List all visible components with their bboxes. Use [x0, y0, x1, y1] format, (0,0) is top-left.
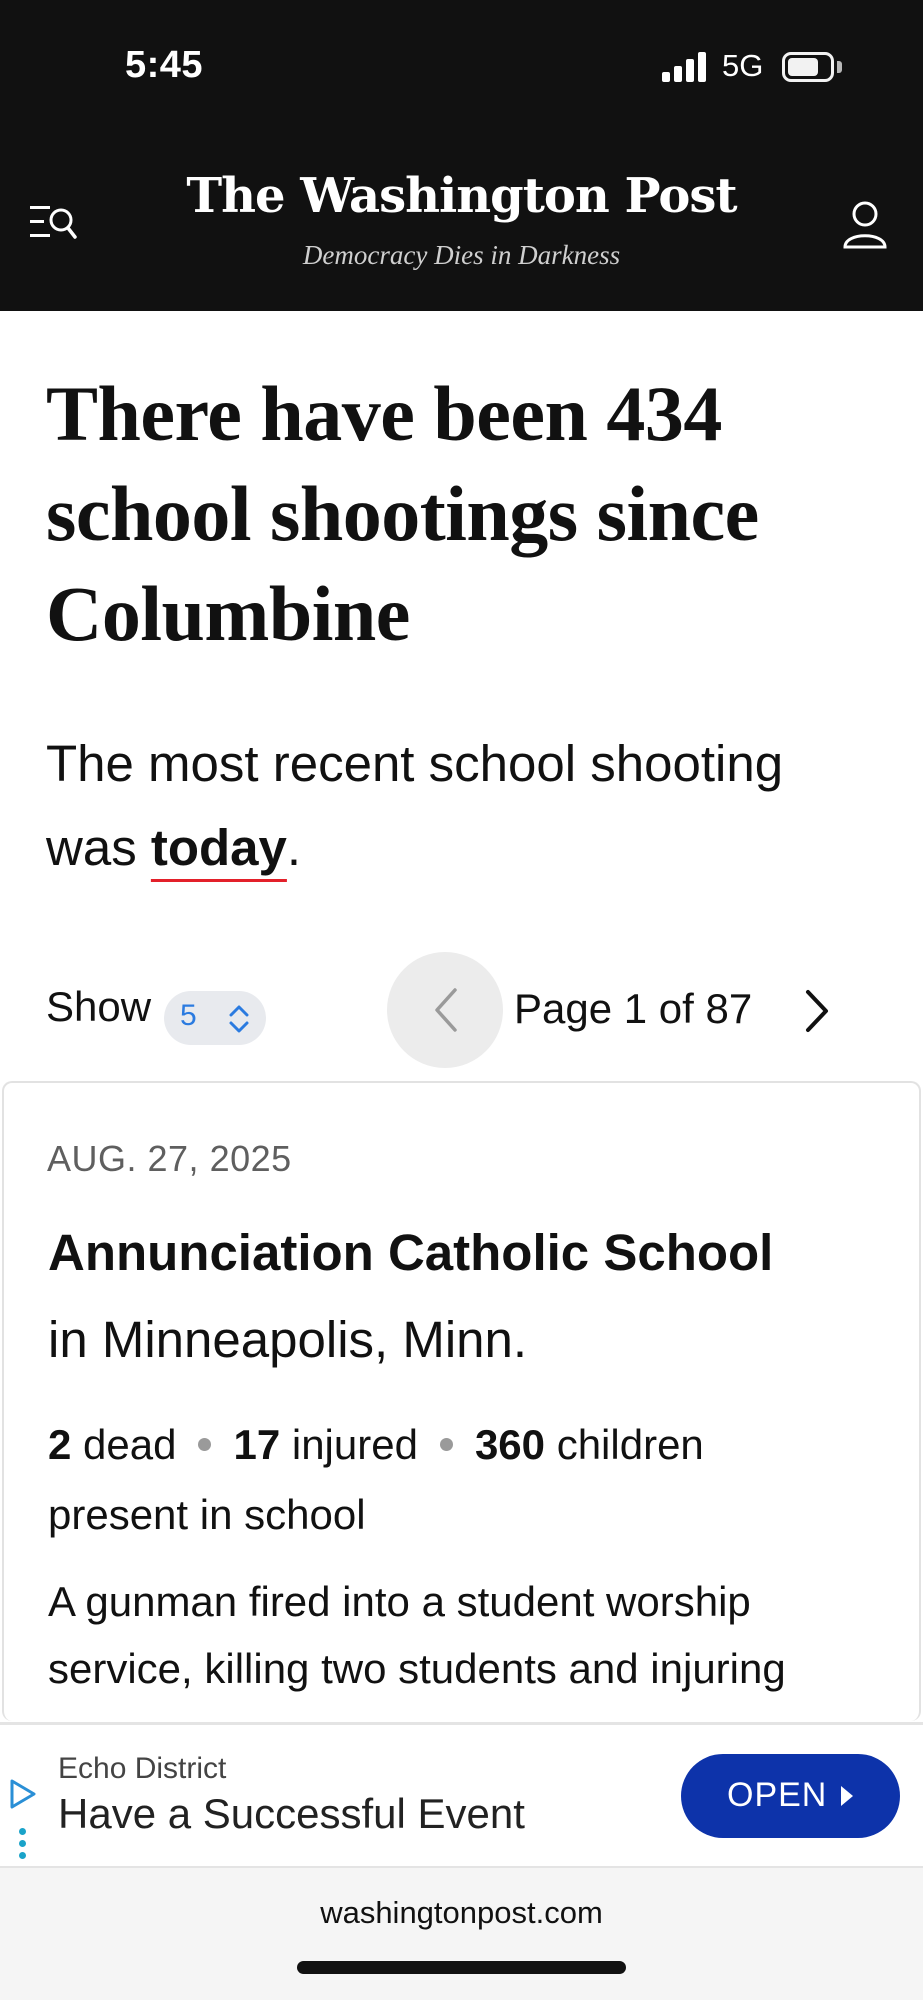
show-count-value: 5 [180, 999, 197, 1032]
show-count-select[interactable] [164, 991, 266, 1045]
site-tagline: Democracy Dies in Darkness [302, 240, 621, 270]
dek-suffix: . [286, 819, 302, 876]
children-count: 360 [474, 1421, 546, 1468]
dead-count: 2 [48, 1421, 72, 1468]
home-indicator[interactable] [297, 1961, 626, 1974]
incident-school: Annunciation Catholic School [48, 1224, 774, 1281]
play-arrow-icon [839, 1784, 855, 1808]
network-type: 5G [722, 48, 764, 83]
ad-choices-icon[interactable] [8, 1778, 38, 1815]
injured-label: injured [291, 1421, 418, 1468]
separator-dot [198, 1438, 211, 1451]
status-time: 5:45 [125, 44, 204, 86]
show-label: Show [46, 983, 152, 1030]
masthead-bar [0, 0, 923, 311]
incident-stats [48, 1410, 848, 1550]
account-icon[interactable] [842, 200, 888, 250]
injured-count: 17 [233, 1421, 281, 1468]
page-title: There have been 434 school shootings since Columbine [46, 370, 759, 657]
ad-headline[interactable]: Have a Successful Event [58, 1790, 525, 1837]
url-text[interactable]: washingtonpost.com [320, 1895, 603, 1930]
page-indicator: Page 1 of 87 [514, 985, 753, 1032]
signal-bars-icon [662, 52, 710, 82]
browser-url-bar[interactable] [0, 1868, 923, 2000]
chevron-left-icon [427, 986, 463, 1034]
ad-advertiser: Echo District [58, 1752, 227, 1785]
more-options-icon[interactable] [19, 1828, 26, 1864]
next-page-button[interactable] [790, 980, 838, 1042]
ad-open-label: OPEN [727, 1776, 828, 1814]
article-dek [46, 722, 886, 890]
dek-emphasis-link[interactable]: today [150, 819, 287, 876]
incident-location: in Minneapolis, Minn. [48, 1311, 528, 1368]
children-label: children present in school [48, 1421, 704, 1538]
dead-label: dead [83, 1421, 177, 1468]
previous-page-button[interactable] [387, 952, 503, 1068]
battery-tip [837, 61, 842, 73]
battery-icon [782, 52, 834, 82]
incident-date: AUG. 27, 2025 [47, 1138, 292, 1179]
separator-dot [440, 1438, 453, 1451]
ad-open-button[interactable] [681, 1754, 900, 1838]
chevron-updown-icon [226, 1003, 252, 1035]
dek-text: The most recent school shooting was [46, 735, 784, 876]
incident-description: A gunman fired into a student worship service, killing two students and injuring [48, 1578, 786, 1692]
chevron-right-icon [790, 980, 838, 1042]
site-logo[interactable]: The Washington Post [186, 168, 737, 224]
